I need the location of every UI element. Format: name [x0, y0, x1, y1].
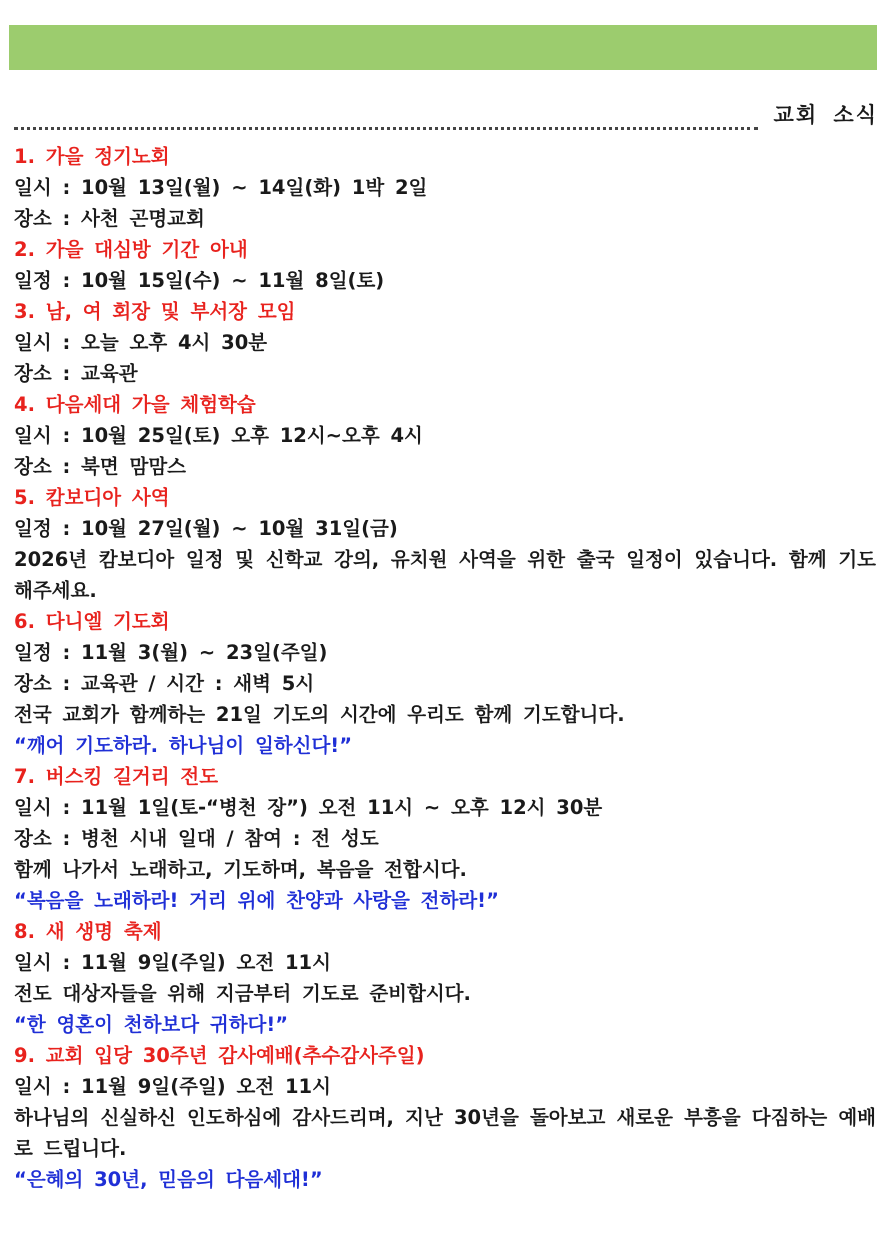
news-item: [14, 1040, 876, 1195]
news-detail: 일시 : 11월 1일(토-“병천 장”) 오전 11시 ~ 오후 12시 30분: [14, 796, 603, 819]
news-heading: 7. 버스킹 길거리 전도: [14, 765, 219, 788]
news-item: [14, 916, 876, 1040]
news-paragraph: 하나님의 신실하신 인도하심에 감사드리며, 지난 30년을 돌아보고 새로운 부흥을 다짐하는 예배로 드립니다.: [14, 1106, 876, 1160]
news-heading: 1. 가을 정기노회: [14, 145, 170, 168]
news-heading: 9. 교회 입당 30주년 감사예배(추수감사주일): [14, 1044, 425, 1067]
news-quote: “깨어 기도하라. 하나님이 일하신다!”: [14, 734, 353, 757]
news-detail: 장소 : 교육관: [14, 362, 138, 385]
section-title: 교회 소식: [773, 103, 878, 127]
news-quote: “한 영혼이 천하보다 귀하다!”: [14, 1013, 289, 1036]
news-detail: 일정 : 11월 3(월) ~ 23일(주일): [14, 641, 328, 664]
news-item: [14, 389, 876, 482]
news-heading: 2. 가을 대심방 기간 아내: [14, 238, 248, 261]
header-green-bar: [9, 25, 877, 70]
news-item: [14, 296, 876, 389]
news-detail: 장소 : 교육관 / 시간 : 새벽 5시: [14, 672, 315, 695]
news-item: [14, 482, 876, 606]
news-detail: 장소 : 사천 곤명교회: [14, 207, 205, 230]
news-heading: 3. 남, 여 회장 및 부서장 모임: [14, 300, 296, 323]
news-item: [14, 761, 876, 916]
news-quote: “복음을 노래하라! 거리 위에 찬양과 사랑을 전하라!”: [14, 889, 499, 912]
news-detail: 일시 : 10월 13일(월) ~ 14일(화) 1박 2일: [14, 176, 428, 199]
news-detail: 일시 : 오늘 오후 4시 30분: [14, 331, 268, 354]
news-detail: 일시 : 10월 25일(토) 오후 12시~오후 4시: [14, 424, 423, 447]
news-detail: 일정 : 10월 15일(수) ~ 11월 8일(토): [14, 269, 385, 292]
news-detail: 전국 교회가 함께하는 21일 기도의 시간에 우리도 함께 기도합니다.: [14, 703, 625, 726]
news-item: [14, 606, 876, 761]
news-detail: 장소 : 북면 맘맘스: [14, 455, 187, 478]
news-detail: 장소 : 병천 시내 일대 / 참여 : 전 성도: [14, 827, 379, 850]
news-detail: 일시 : 11월 9일(주일) 오전 11시: [14, 1075, 331, 1098]
news-item: [14, 141, 876, 234]
news-detail: 전도 대상자들을 위해 지금부터 기도로 준비합시다.: [14, 982, 471, 1005]
news-heading: 5. 캄보디아 사역: [14, 486, 170, 509]
dotted-divider: [14, 127, 758, 130]
news-quote: “은혜의 30년, 믿음의 다음세대!”: [14, 1168, 323, 1191]
news-paragraph: 2026년 캄보디아 일정 및 신학교 강의, 유치원 사역을 위한 출국 일정이 있습니다. 함께 기도해주세요.: [14, 548, 876, 602]
news-heading: 4. 다음세대 가을 체험학습: [14, 393, 256, 416]
news-item: [14, 234, 876, 296]
news-detail: 함께 나가서 노래하고, 기도하며, 복음을 전합시다.: [14, 858, 467, 881]
church-news-list: [14, 141, 876, 1195]
news-detail: 일시 : 11월 9일(주일) 오전 11시: [14, 951, 331, 974]
news-heading: 6. 다니엘 기도회: [14, 610, 170, 633]
news-detail: 일정 : 10월 27일(월) ~ 10월 31일(금): [14, 517, 398, 540]
news-heading: 8. 새 생명 축제: [14, 920, 162, 943]
